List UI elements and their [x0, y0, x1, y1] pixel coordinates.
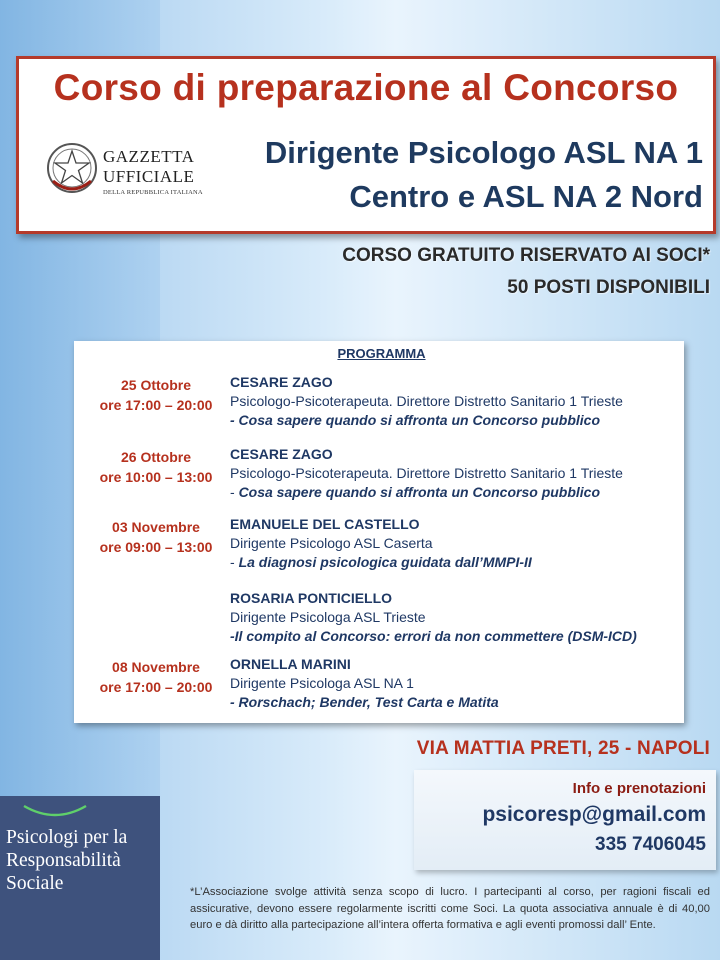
speaker-name: ROSARIA PONTICIELLO — [230, 590, 393, 606]
speaker-name: EMANUELE DEL CASTELLO — [230, 516, 420, 532]
gazzetta-line2: UFFICIALE — [103, 167, 195, 186]
program-box — [74, 341, 684, 723]
speaker-role: Psicologo-Psicoterapeuta. Direttore Distretto Sanitario 1 Trieste — [230, 465, 623, 481]
contact-box — [414, 770, 716, 870]
speaker-name: CESARE ZAGO — [230, 374, 333, 390]
speaker-name: CESARE ZAGO — [230, 446, 333, 462]
position-line1: Dirigente Psicologo ASL NA 1 — [264, 135, 703, 170]
session-topic: - Cosa sapere quando si affronta un Concorso pubblico — [230, 412, 601, 428]
position-title — [265, 131, 703, 219]
session-time: ore 17:00 – 20:00 — [99, 397, 213, 413]
speaker-role: Dirigente Psicologa ASL Trieste — [230, 609, 426, 625]
contact-email[interactable]: psicoresp@gmail.com — [482, 803, 706, 826]
program-title: PROGRAMMA — [337, 346, 426, 361]
session-speaker — [230, 589, 680, 646]
association-line1: Psicologi per la — [6, 827, 128, 848]
smile-arc-icon — [20, 802, 90, 822]
session-date — [82, 657, 230, 697]
speaker-role: Psicologo-Psicoterapeuta. Direttore Distretto Sanitario 1 Trieste — [230, 393, 623, 409]
membership-footnote: *L’Associazione svolge attività senza scopo di lucro. I partecipanti al corso, per ragioni fiscali ed assicurative, devono essere regolarmente iscritti come Soci. La quota associativa annuale è di 40,00 euro e dà diritto alla partecipazione all’intera offerta formativa e agli eventi promossi dall’ Ente. — [190, 886, 710, 931]
session-day: 26 Ottobre — [120, 449, 191, 465]
speaker-name: ORNELLA MARINI — [230, 656, 351, 672]
topic-text: Cosa sapere quando si affronta un Concorso pubblico — [238, 484, 601, 500]
emblem-icon — [45, 141, 99, 195]
session-date — [82, 447, 230, 487]
session-day: 03 Novembre — [112, 519, 200, 535]
gazzetta-line3: DELLA REPUBBLICA ITALIANA — [103, 189, 203, 196]
course-title: Corso di preparazione al Concorso — [53, 67, 679, 108]
session-time: ore 09:00 – 13:00 — [99, 539, 213, 555]
session-speaker — [230, 373, 680, 430]
venue-address: VIA MATTIA PRETI, 25 - NAPOLI — [416, 738, 710, 759]
association-line3: Sociale — [6, 873, 64, 894]
session-time: ore 17:00 – 20:00 — [99, 679, 213, 695]
gazzetta-line1: GAZZETTA — [103, 147, 195, 166]
position-line2: Centro e ASL NA 2 Nord — [349, 179, 703, 214]
header-box — [16, 56, 716, 234]
session-topic: -Il compito al Concorso: errori da non commettere (DSM-ICD) — [230, 628, 637, 644]
session-date — [82, 517, 230, 557]
session-day: 08 Novembre — [112, 659, 200, 675]
contact-phone[interactable]: 335 7406045 — [595, 834, 706, 855]
association-name — [6, 826, 127, 895]
free-course-notice — [342, 240, 710, 304]
gazzetta-ufficiale-logo — [45, 141, 215, 203]
association-logo — [0, 796, 160, 960]
session-day: 25 Ottobre — [120, 377, 191, 393]
session-topic: - Rorschach; Bender, Test Carta e Matita — [230, 694, 499, 710]
session-time: ore 10:00 – 13:00 — [99, 469, 213, 485]
session-speaker — [230, 655, 680, 712]
topic-prefix: - — [230, 484, 239, 500]
session-topic — [230, 553, 680, 572]
speaker-role: Dirigente Psicologo ASL Caserta — [230, 535, 433, 551]
session-topic — [230, 483, 680, 502]
speaker-role: Dirigente Psicologa ASL NA 1 — [230, 675, 414, 691]
notice-line1: CORSO GRATUITO RISERVATO AI SOCI* — [342, 245, 710, 266]
session-speaker — [230, 445, 680, 502]
association-line2: Responsabilità — [6, 850, 121, 871]
session-speaker — [230, 515, 680, 572]
session-date — [82, 375, 230, 415]
contact-label: Info e prenotazioni — [572, 780, 706, 797]
notice-line2: 50 POSTI DISPONIBILI — [507, 277, 710, 298]
topic-text: La diagnosi psicologica guidata dall’MMPI-II — [238, 554, 532, 570]
topic-prefix: - — [230, 554, 239, 570]
